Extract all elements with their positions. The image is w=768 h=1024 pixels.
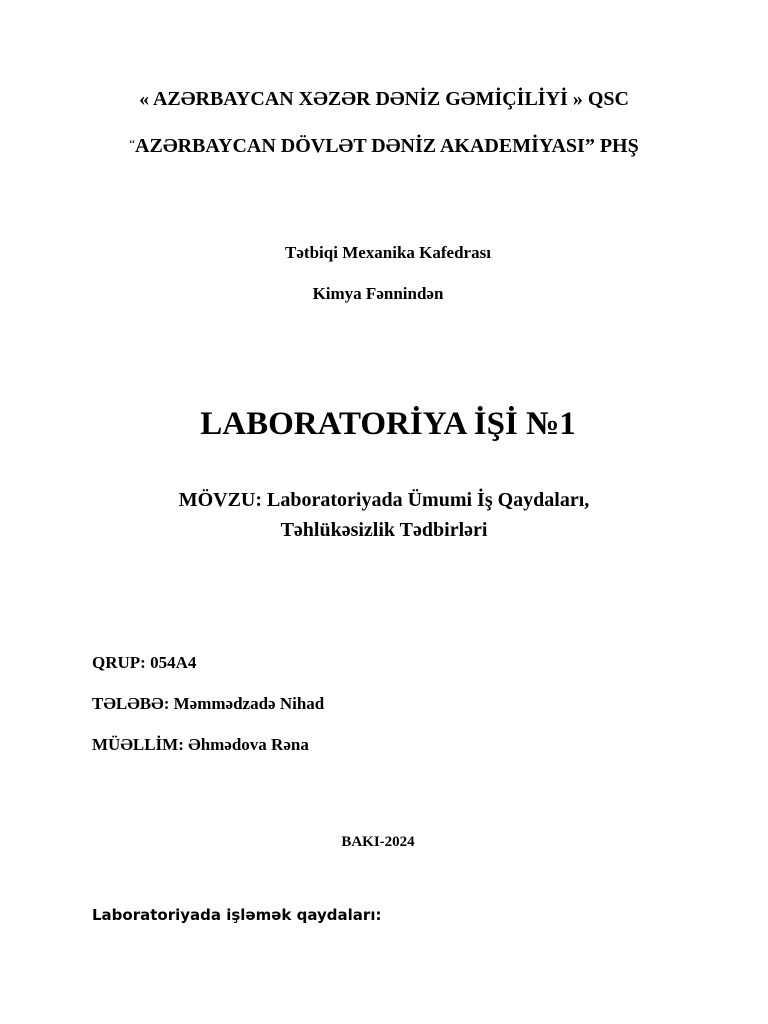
academy-title-text: AZƏRBAYCAN DÖVLƏT DƏNİZ AKADEMİYASI” PHŞ: [135, 135, 639, 157]
lab-topic-line-1: MÖVZU: Laboratoriyada Ümumi İş Qaydaları,: [178, 489, 590, 511]
department-name: Tətbiqi Mexanika Kafedrası: [285, 243, 491, 262]
rules-section-heading: Laboratoriyada işləmək qaydaları:: [92, 906, 382, 924]
lab-work-title: LABORATORİYA İŞİ №1: [200, 406, 576, 442]
lab-topic-line-2: Təhlükəsizlik Tədbirləri: [280, 519, 488, 541]
group-info: QRUP: 054A4: [92, 653, 197, 672]
subject-name: Kimya Fənnindən: [312, 284, 444, 303]
academy-title: [0, 135, 768, 158]
city-year: BAKI-2024: [341, 834, 415, 850]
organization-title: « AZƏRBAYCAN XƏZƏR DƏNİZ GƏMİÇİLİYİ » QSC: [139, 88, 629, 110]
lab-topic: [0, 485, 768, 545]
academy-open-quote: “: [129, 136, 136, 151]
student-info: TƏLƏBƏ: Məmmədzadə Nihad: [92, 694, 325, 713]
teacher-info: MÜƏLLİM: Əhmədova Rəna: [92, 735, 309, 754]
